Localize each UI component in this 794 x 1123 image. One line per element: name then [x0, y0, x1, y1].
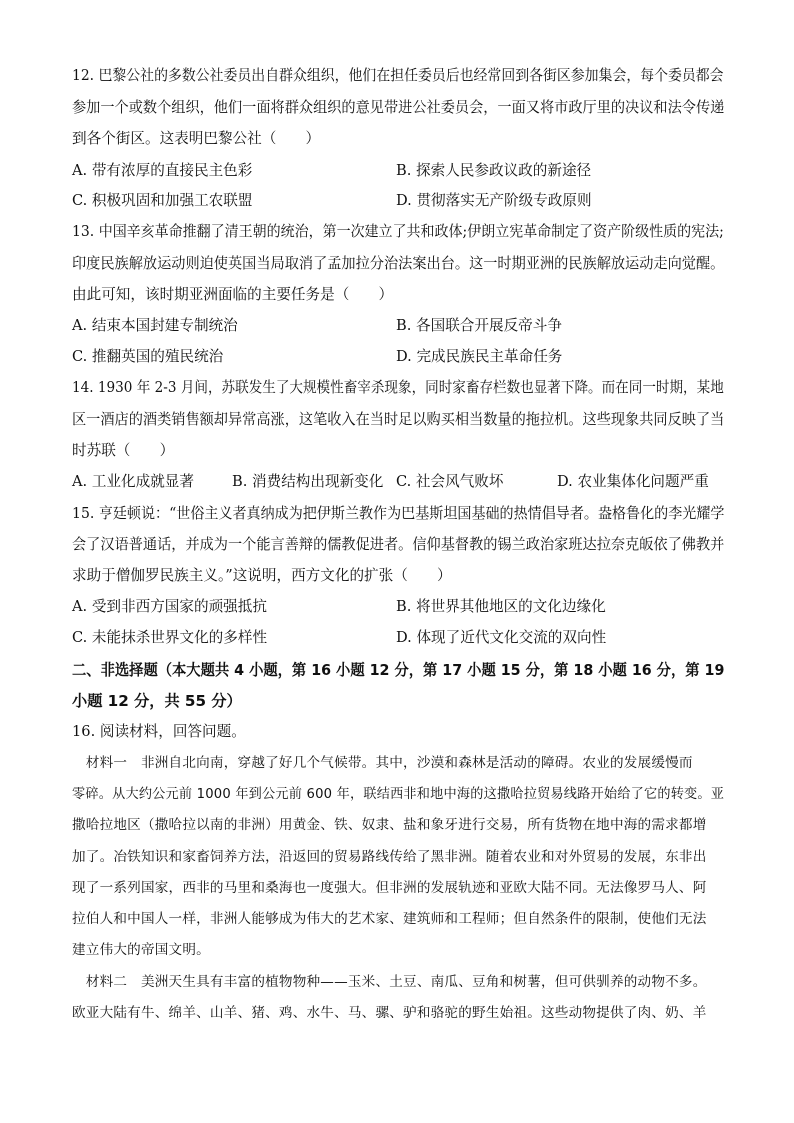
q14-option-d: D. 农业集体化问题严重 [557, 473, 709, 490]
q12-option-c: C. 积极巩固和加强工农联盟 [72, 192, 253, 209]
q14-option-c: C. 社会风气败坏 [396, 473, 504, 490]
q15-option-a: A. 受到非西方国家的顽强抵抗 [72, 598, 267, 615]
q12-option-b: B. 探索人民参政议政的新途径 [396, 162, 592, 179]
q13-line-1: 13. 中国辛亥革命推翻了清王朝的统治，第一次建立了共和政体;伊朗立宪革命制定了资产阶级性质的宪法; [72, 223, 724, 240]
q13-option-c: C. 推翻英国的殖民统治 [72, 348, 224, 365]
q12-line-1: 12. 巴黎公社的多数公社委员出自群众组织，他们在担任委员后也经常回到各街区参加集会，每个委员都会 [72, 67, 724, 84]
q13-option-a: A. 结束本国封建专制统治 [72, 317, 238, 334]
material-1-line-6: 拉伯人和中国人一样，非洲人能够成为伟大的艺术家、建筑师和工程师；但自然条件的限制，使他们无法 [72, 911, 707, 927]
q16-prompt: 16. 阅读材料，回答问题。 [72, 723, 246, 740]
q13-option-b: B. 各国联合开展反帝斗争 [396, 317, 562, 334]
material-2-line-1: 材料二 美洲天生具有丰富的植物物种——玉米、土豆、南瓜、豆角和树薯，但可供驯养的动物不多。 [72, 974, 707, 990]
q14-line-2: 区一酒店的酒类销售额却异常高涨，这笔收入在当时足以购买相当数量的拖拉机。这些现象共同反映了当 [72, 411, 725, 428]
material-1-line-7: 建立伟大的帝国文明。 [72, 942, 210, 958]
q15-line-3: 求助于僧伽罗民族主义。”这说明，西方文化的扩张（ ） [72, 567, 452, 584]
q14-option-b: B. 消费结构出现新变化 [232, 473, 384, 490]
q12-line-3: 到各个街区。这表明巴黎公社（ ） [72, 130, 321, 147]
q13-line-2: 印度民族解放运动则迫使英国当局取消了孟加拉分治法案出台。这一时期亚洲的民族解放运动走向觉醒。 [72, 255, 725, 272]
material-1-line-5: 现了一系列国家，西非的马里和桑海也一度强大。但非洲的发展轨迹和亚欧大陆不同。无法像罗马人、阿 [72, 880, 707, 896]
q13-option-d: D. 完成民族民主革命任务 [396, 348, 563, 365]
material-2-line-2: 欧亚大陆有牛、绵羊、山羊、猪、鸡、水牛、马、骡、驴和骆驼的野生始祖。这些动物提供了肉、奶、羊 [72, 1005, 707, 1021]
q12-option-d: D. 贯彻落实无产阶级专政原则 [396, 192, 592, 209]
material-1-line-2: 零碎。从大约公元前 1000 年到公元前 600 年，联结西非和地中海的这撒哈拉贸易线路开始给了它的转变。亚 [72, 786, 725, 802]
q15-line-1: 15. 亨廷顿说：“世俗主义者真纳成为把伊斯兰教作为巴基斯坦国基础的热情倡导者。盎格鲁化的李光耀学 [72, 505, 725, 522]
q14-line-3: 时苏联（ ） [72, 442, 175, 459]
q15-line-2: 会了汉语普通话，并成为一个能言善辩的儒教促进者。信仰基督教的锡兰政治家班达拉奈克皈依了佛教并 [72, 536, 725, 553]
q12-option-a: A. 带有浓厚的直接民主色彩 [72, 162, 253, 179]
material-1-line-4: 加了。冶铁知识和家畜饲养方法，沿返回的贸易路线传给了黑非洲。随着农业和对外贸易的发展，东非出 [72, 849, 707, 865]
q14-line-1: 14. 1930 年 2-3 月间，苏联发生了大规模性畜宰杀现象，同时家畜存栏数也显著下降。而在同一时期，某地 [72, 379, 724, 396]
material-1-line-1: 材料一 非洲自北向南，穿越了好几个气候带。其中，沙漠和森林是活动的障碍。农业的发展缓慢而 [72, 755, 693, 771]
material-1-line-3: 撒哈拉地区（撒哈拉以南的非洲）用黄金、铁、奴隶、盐和象牙进行交易，所有货物在地中海的需求都增 [72, 817, 707, 833]
q15-option-c: C. 未能抹杀世界文化的多样性 [72, 629, 268, 646]
section-2-heading-line-2: 小题 12 分，共 55 分） [72, 692, 242, 710]
q15-option-b: B. 将世界其他地区的文化边缘化 [396, 598, 606, 615]
q12-line-2: 参加一个或数个组织，他们一面将群众组织的意见带进公社委员会，一面又将市政厅里的决议和法令传递 [72, 99, 725, 116]
section-2-heading-line-1: 二、非选择题（本大题共 4 小题，第 16 小题 12 分，第 17 小题 15 分，第 18 小题 16 分，第 19 [72, 661, 725, 679]
q14-option-a: A. 工业化成就显著 [72, 473, 194, 490]
q15-option-d: D. 体现了近代文化交流的双向性 [396, 629, 607, 646]
q13-line-3: 由此可知，该时期亚洲面临的主要任务是（ ） [72, 286, 394, 303]
